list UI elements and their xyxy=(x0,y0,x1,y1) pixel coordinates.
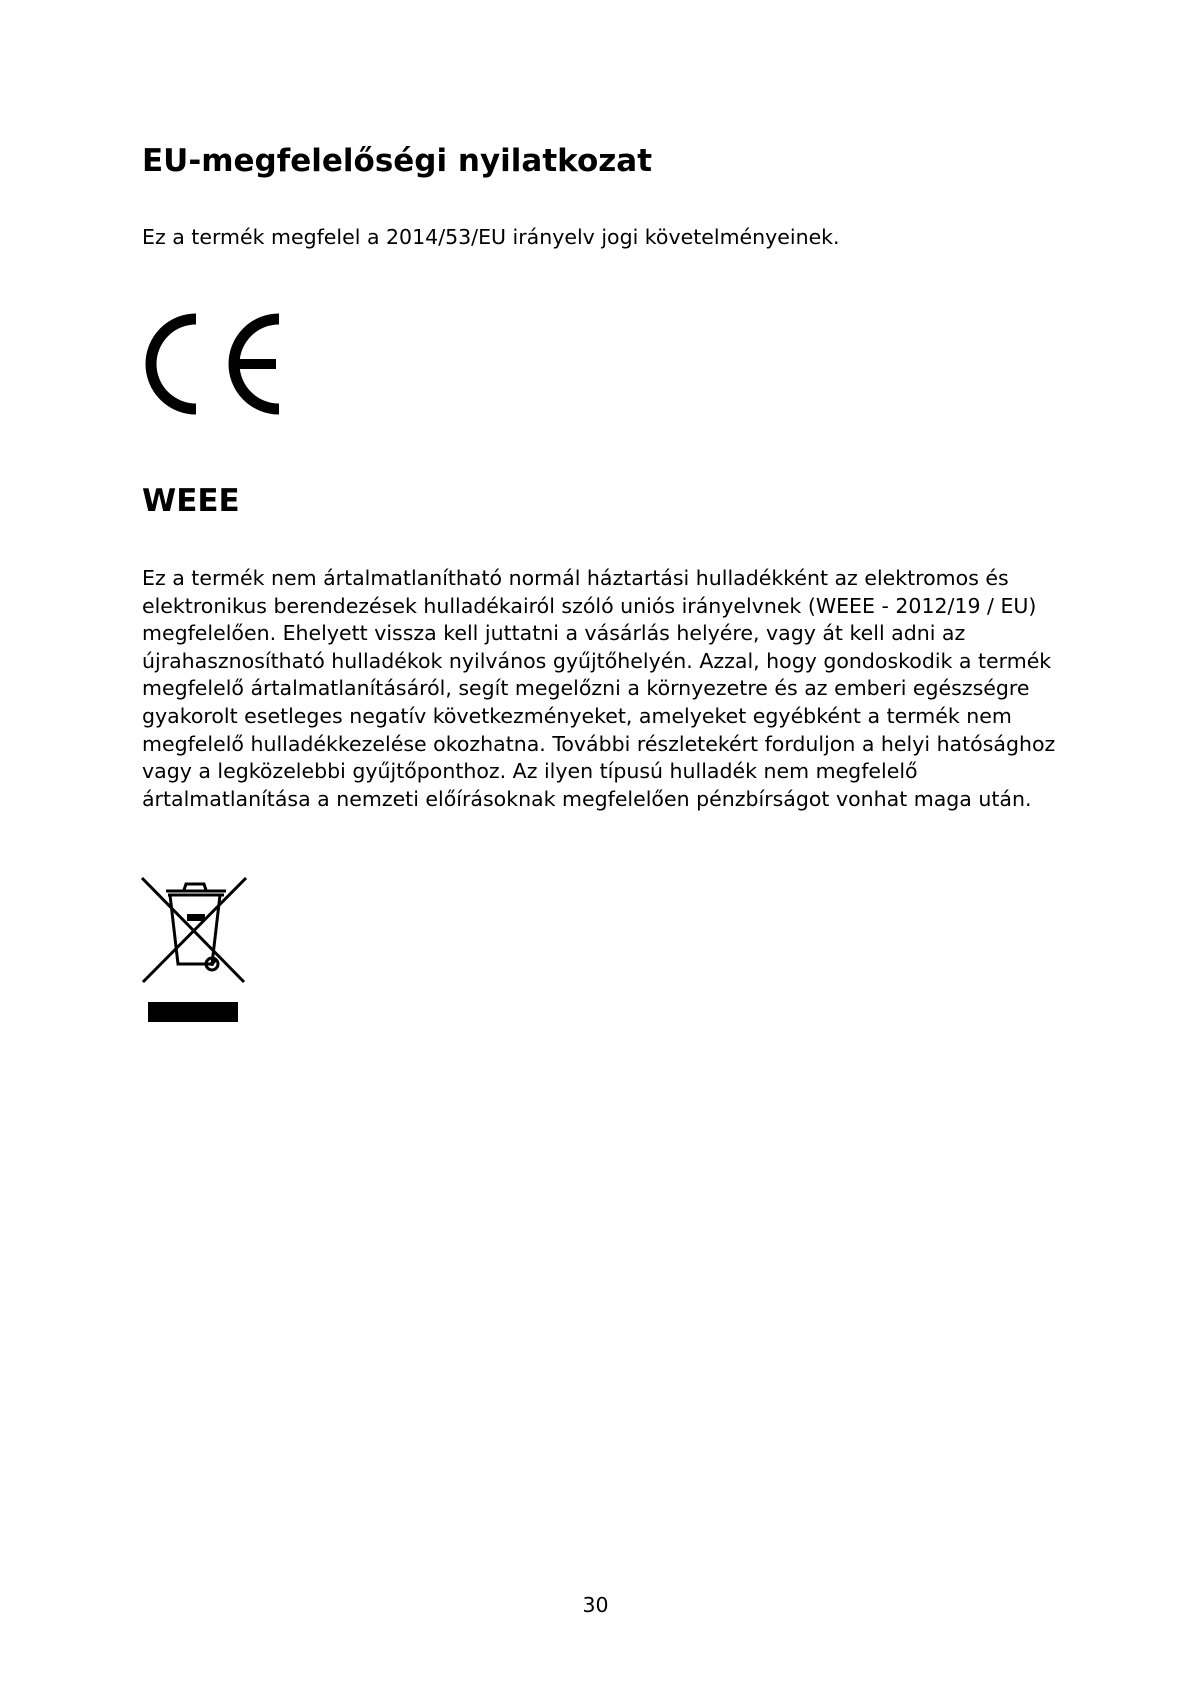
weee-text-line: újrahasznosítható hulladékok nyilvános gyűjtőhelyén. Azzal, hogy gondoskodik a termék xyxy=(142,648,1052,673)
weee-text-line: elektronikus berendezések hulladékairól szóló uniós irányelvnek (WEEE - 2012/19 / EU) xyxy=(142,593,1037,618)
eu-declaration-heading: EU-megfelelőségi nyilatkozat xyxy=(142,143,653,179)
page-number: 30 xyxy=(582,1593,609,1617)
crossed-out-bin-icon xyxy=(140,876,248,1024)
weee-text-line: ártalmatlanítása a nemzeti előírásoknak megfelelően pénzbírságot vonhat maga után. xyxy=(142,786,1032,811)
weee-text-line: Ez a termék nem ártalmatlanítható normál háztartási hulladékként az elektromos és xyxy=(142,566,1009,590)
weee-text-line: vagy a legközelebbi gyűjtőponthoz. Az ilyen típusú hulladék nem megfelelő xyxy=(142,759,918,784)
ce-mark-icon xyxy=(140,313,286,415)
weee-text-line: gyakorolt esetleges negatív következményeket, amelyeket egyébként a termék nem xyxy=(142,703,1012,728)
weee-heading: WEEE xyxy=(142,483,240,519)
weee-text-line: megfelelően. Ehelyett vissza kell juttatni a vásárlás helyére, vagy át kell adni az xyxy=(142,621,966,646)
eu-declaration-text: Ez a termék megfelel a 2014/53/EU irányelv jogi követelményeinek. xyxy=(142,225,840,249)
weee-text-line: megfelelő ártalmatlanításáról, segít megelőzni a környezetre és az emberi egészségre xyxy=(142,676,1030,701)
weee-text-line: megfelelő hulladékkezelése okozhatna. További részletekért forduljon a helyi hatósághoz xyxy=(142,731,1056,756)
weee-text xyxy=(142,565,1055,813)
